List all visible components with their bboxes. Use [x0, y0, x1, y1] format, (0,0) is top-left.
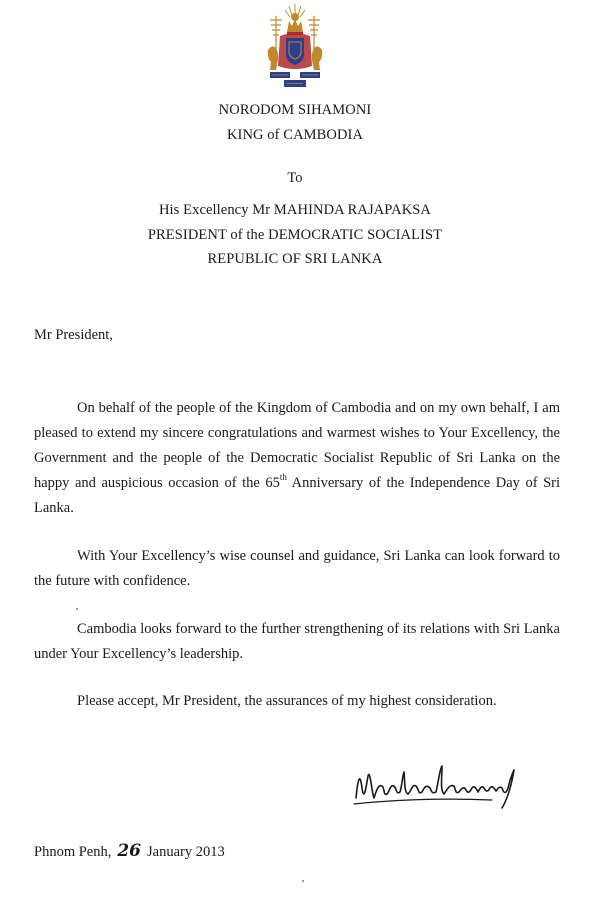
- addressee-line-2: PRESIDENT of the DEMOCRATIC SOCIALIST: [147, 227, 443, 243]
- place-and-date: [34, 841, 225, 861]
- paragraph-1-text-b: Anniversary of the Independence Day of Sri Lanka.: [34, 475, 560, 516]
- signature-icon: [352, 758, 522, 812]
- addressee-line-1: His Excellency Mr MAHINDA RAJAPAKSA: [158, 202, 432, 218]
- salutation: Mr President,: [34, 327, 113, 343]
- sender-title: KING of CAMBODIA: [226, 127, 364, 143]
- paper-speck: [302, 880, 304, 882]
- body-paragraph-4: Please accept, Mr President, the assurances of my highest consideration.: [77, 693, 497, 709]
- ordinal-suffix: th: [279, 472, 287, 483]
- sender-name: NORODOM SIHAMONI: [218, 102, 372, 118]
- body-paragraph-1: [34, 396, 560, 521]
- paragraph-1-text-a: On behalf of the people of the Kingdom of Cambodia and on my own behalf, I am pleased to extend my sincere congratulations and warmest wishes to Your Excellency, the Government and the people of the Democratic Socialist Republic of Sri Lanka on the happy and auspicious occasion of the 65: [34, 400, 560, 491]
- royal-coat-of-arms-icon: [262, 2, 328, 92]
- month-year: January 2013: [147, 844, 225, 860]
- handwritten-day: 26: [117, 841, 142, 861]
- body-paragraph-3: Cambodia looks forward to the further strengthening of its relations with Sri Lanka under Your Excellency’s leadership.: [34, 621, 560, 662]
- paper-speck: [76, 608, 78, 610]
- place: Phnom Penh,: [34, 844, 112, 860]
- to-label: To: [287, 170, 303, 186]
- addressee-line-3: REPUBLIC OF SRI LANKA: [207, 251, 383, 267]
- body-paragraph-2: With Your Excellency’s wise counsel and guidance, Sri Lanka can look forward to the future with confidence.: [34, 548, 560, 589]
